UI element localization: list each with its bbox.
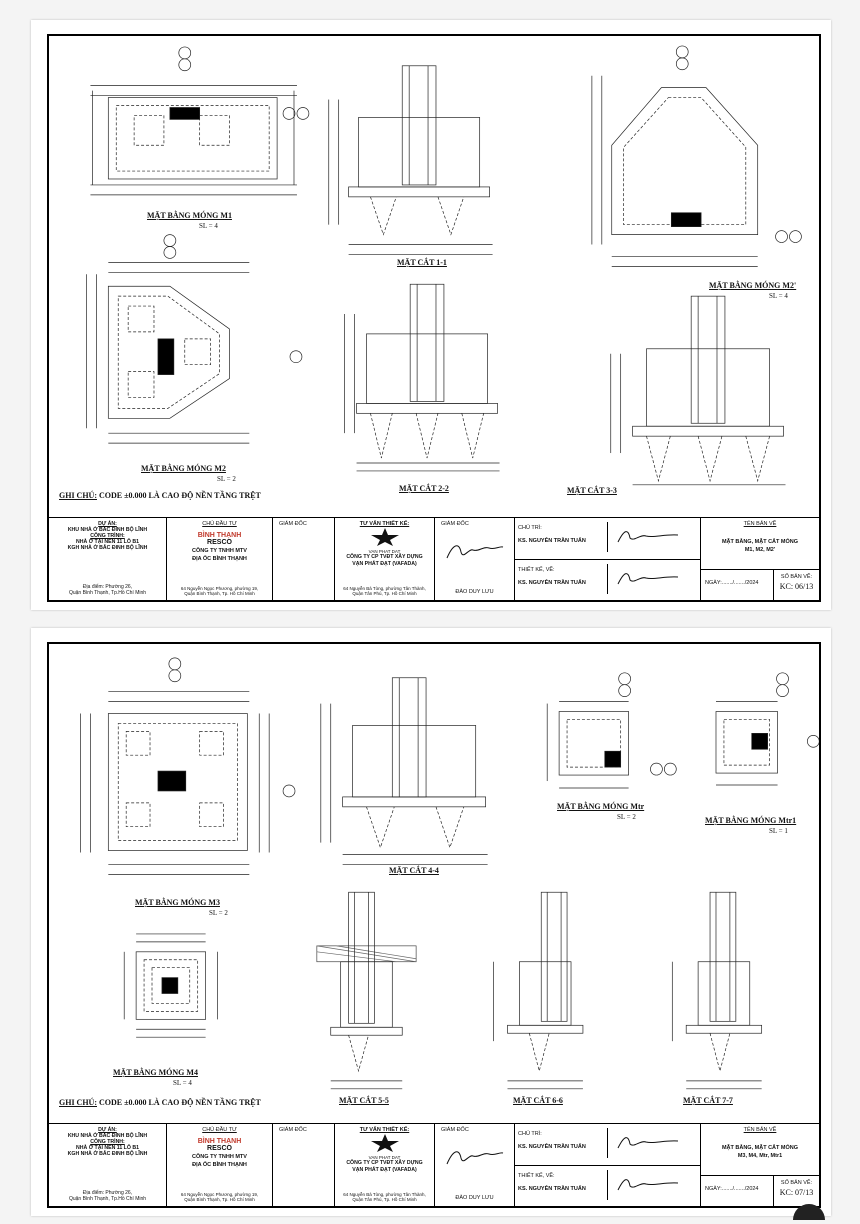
owner-label: CHỦ ĐẦU TƯ xyxy=(202,1127,237,1133)
consultant-line-2: VẠN PHÁT ĐẠT (VAFADA) xyxy=(352,561,417,567)
designer-row xyxy=(515,1165,700,1207)
consultant-label: TƯ VẤN THIẾT KẾ: xyxy=(359,521,410,527)
drawing-name-label: TÊN BẢN VẼ xyxy=(743,1127,777,1133)
owner-line-2: ĐỊA ỐC BÌNH THẠNH xyxy=(192,556,247,562)
title-block-drawing xyxy=(701,518,819,600)
sheet-1-drawings xyxy=(49,36,819,600)
plan-mtr1-title: MẶT BẰNG MÓNG Mtr1 xyxy=(705,816,797,825)
work-label: CÔNG TRÌNH: xyxy=(90,1139,125,1145)
plan-m2-title: MẶT BẰNG MÓNG M2 xyxy=(141,464,226,473)
designer-signature xyxy=(607,564,698,594)
general-note-label: GHI CHÚ: xyxy=(59,1098,97,1107)
drawing-name-label: TÊN BẢN VẼ xyxy=(743,521,777,527)
consultant-addr-1: 64 Nguyễn Bá Tòng, phường Tân Thành, xyxy=(343,1192,426,1197)
sheet-number-box xyxy=(773,570,819,600)
plan-m3 xyxy=(81,658,295,874)
owner-logo xyxy=(189,1138,251,1152)
designer-name: KS. NGUYỄN TRẦN TUẤN xyxy=(518,580,586,586)
owner-addr-1: 64 Nguyễn Ngọc Phương, phường 19, xyxy=(180,586,259,591)
sheet-frame xyxy=(47,34,821,602)
section-3-3-title: MẶT CẮT 3-3 xyxy=(567,486,617,495)
title-block-director xyxy=(273,1124,335,1206)
chief-signature xyxy=(607,522,698,552)
drawing-name xyxy=(701,538,819,554)
general-note xyxy=(59,491,261,500)
owner-addr-1: 64 Nguyễn Ngọc Phương, phường 19, xyxy=(180,1192,259,1197)
director-label: GIÁM ĐỐC xyxy=(279,521,307,527)
title-block-owner xyxy=(167,1124,273,1206)
logo-line-2: RESCO xyxy=(207,539,232,546)
drawing-sheet-2 xyxy=(31,628,831,1216)
consultant-brand: VAN PHAT DAT xyxy=(368,1155,401,1160)
consultant-addr-2: Quận Tân Phú, Tp. Hồ Chí Minh xyxy=(352,1197,417,1202)
drawing-meta xyxy=(701,1175,819,1206)
drawing-date: NGÀY:......./......./2024 xyxy=(705,580,759,586)
drawing-name xyxy=(701,1144,819,1160)
title-block-consultant xyxy=(335,1124,435,1206)
sheet-number-label: SỐ BẢN VẼ: xyxy=(780,574,813,580)
plan-m2-prime xyxy=(592,46,802,266)
chief-label: CHỦ TRÌ: xyxy=(518,525,542,531)
consultant-label: TƯ VẤN THIẾT KẾ: xyxy=(359,1127,410,1133)
chief-name: KS. NGUYỄN TRẦN TUẤN xyxy=(518,538,586,544)
section-4-4-title: MẶT CẮT 4-4 xyxy=(389,866,439,875)
section-2-2-title: MẶT CẮT 2-2 xyxy=(399,484,449,493)
owner-line-1: CÔNG TY TNHH MTV xyxy=(192,1154,247,1160)
title-block xyxy=(49,517,819,600)
section-2-2 xyxy=(345,284,500,471)
section-3-3 xyxy=(611,296,786,485)
drawing-name-line-2: M3, M4, Mtr, Mtr1 xyxy=(737,1153,783,1159)
drawing-sheet-1 xyxy=(31,20,831,610)
consultant-address xyxy=(335,586,434,596)
plan-m3-title: MẶT BẰNG MÓNG M3 xyxy=(135,898,220,907)
work-line-2: KGH NHÀ Ở BẮC ĐINH BỘ LĨNH xyxy=(67,1151,148,1157)
director-2-name: ĐÀO DUY LƯU xyxy=(455,589,494,595)
work-line-2: KGH NHÀ Ở BẮC ĐINH BỘ LĨNH xyxy=(67,545,148,551)
section-6-6-title: MẶT CẮT 6-6 xyxy=(513,1096,563,1105)
location-line-1: Địa điểm: Phường 26, xyxy=(82,584,133,590)
consultant-addr-2: Quận Tân Phú, Tp. Hồ Chí Minh xyxy=(352,591,417,596)
chief-signature xyxy=(607,1128,698,1158)
consultant-line-2: VẠN PHÁT ĐẠT (VAFADA) xyxy=(352,1167,417,1173)
location-line-1: Địa điểm: Phường 26, xyxy=(82,1190,133,1196)
owner-addr-2: Quận Bình Thạnh, Tp. Hồ Chí Minh xyxy=(184,1197,255,1202)
location-line-2: Quận Bình Thạnh, Tp.Hồ Chí Minh xyxy=(68,590,147,596)
drawing-name-line-1: MẶT BẰNG, MẶT CẮT MÓNG xyxy=(721,1145,799,1151)
designer-row xyxy=(515,559,700,601)
sheet-frame xyxy=(47,642,821,1208)
drawing-date: NGÀY:......./......./2024 xyxy=(705,1186,759,1192)
plan-mtr xyxy=(547,673,676,788)
title-block-engineers xyxy=(515,518,701,600)
section-1-1 xyxy=(329,66,493,255)
consultant-line-1: CÔNG TY CP TVĐT XÂY DỰNG xyxy=(346,554,423,560)
owner-label: CHỦ ĐẦU TƯ xyxy=(202,521,237,527)
logo-line-1: BÌNH THẠNH xyxy=(197,1138,242,1145)
drawing-name-line-1: MẶT BẰNG, MẶT CẮT MÓNG xyxy=(721,539,799,545)
plan-m1-quantity: SL = 4 xyxy=(199,222,218,230)
title-block-project xyxy=(49,518,167,600)
title-block-drawing xyxy=(701,1124,819,1206)
plan-m2-prime-quantity: SL = 4 xyxy=(769,292,788,300)
designer-label: THIẾT KẾ, VẼ: xyxy=(518,567,555,573)
title-block-director-2 xyxy=(435,518,515,600)
director-2-label: GIÁM ĐỐC xyxy=(441,1127,469,1133)
owner-address xyxy=(167,1192,272,1202)
sheet-2-drawings xyxy=(49,644,819,1206)
designer-label: THIẾT KẾ, VẼ: xyxy=(518,1173,555,1179)
title-block-owner xyxy=(167,518,273,600)
plan-m2-quantity: SL = 2 xyxy=(217,475,236,483)
plan-m1-title: MẶT BẰNG MÓNG M1 xyxy=(147,211,232,220)
chief-name: KS. NGUYỄN TRẦN TUẤN xyxy=(518,1144,586,1150)
plan-m4 xyxy=(124,934,217,1037)
consultant-brand: VAN PHAT DAT xyxy=(368,549,401,554)
title-block-consultant xyxy=(335,518,435,600)
plan-m2 xyxy=(86,235,301,444)
owner-address xyxy=(167,586,272,596)
title-block-director xyxy=(273,518,335,600)
consultant-line-1: CÔNG TY CP TVĐT XÂY DỰNG xyxy=(346,1160,423,1166)
consultant-addr-1: 64 Nguyễn Bá Tòng, phường Tân Thành, xyxy=(343,586,426,591)
location-line-2: Quận Bình Thạnh, Tp.Hồ Chí Minh xyxy=(68,1196,147,1202)
section-7-7-title: MẶT CẮT 7-7 xyxy=(683,1096,733,1105)
title-block-project xyxy=(49,1124,167,1206)
sheet-number-label: SỐ BẢN VẼ: xyxy=(780,1180,813,1186)
plan-m4-quantity: SL = 4 xyxy=(173,1079,192,1087)
drawing-name-line-2: M1, M2, M2' xyxy=(744,547,776,553)
project-location xyxy=(49,1190,166,1202)
plan-m4-title: MẶT BẰNG MÓNG M4 xyxy=(113,1068,198,1077)
consultant-star-logo-icon xyxy=(370,1133,400,1153)
project-location xyxy=(49,584,166,596)
project-label: DỰ ÁN: xyxy=(98,521,117,527)
project-name: KHU NHÀ Ở BẮC ĐINH BỘ LĨNH xyxy=(67,1133,148,1139)
director-2-name: ĐÀO DUY LƯU xyxy=(455,1195,494,1201)
plan-mtr-quantity: SL = 2 xyxy=(617,813,636,821)
plan-mtr1 xyxy=(716,673,819,785)
plan-mtr-title: MẶT BẰNG MÓNG Mtr xyxy=(557,802,645,811)
section-5-5-title: MẶT CẮT 5-5 xyxy=(339,1096,389,1105)
director-label: GIÁM ĐỐC xyxy=(279,1127,307,1133)
project-label: DỰ ÁN: xyxy=(98,1127,117,1133)
general-note-text: CODE ±0.000 LÀ CAO ĐỘ NỀN TẦNG TRỆT xyxy=(99,1098,261,1107)
chief-label: CHỦ TRÌ: xyxy=(518,1131,542,1137)
consultant-address xyxy=(335,1192,434,1202)
plan-m3-quantity: SL = 2 xyxy=(209,909,228,917)
title-block-engineers xyxy=(515,1124,701,1206)
owner-line-1: CÔNG TY TNHH MTV xyxy=(192,548,247,554)
sheet-number: KC: 06/13 xyxy=(779,582,814,591)
section-5-5 xyxy=(317,892,416,1089)
title-block-director-2 xyxy=(435,1124,515,1206)
plan-m1 xyxy=(90,47,308,195)
drawing-meta xyxy=(701,569,819,600)
general-note-label: GHI CHÚ: xyxy=(59,491,97,500)
designer-signature xyxy=(607,1170,698,1200)
chief-row xyxy=(515,518,700,559)
director-2-label: GIÁM ĐỐC xyxy=(441,521,469,527)
work-label: CÔNG TRÌNH: xyxy=(90,533,125,539)
logo-line-2: RESCO xyxy=(207,1145,232,1152)
sheet-number-box xyxy=(773,1176,819,1206)
owner-addr-2: Quận Bình Thạnh, Tp. Hồ Chí Minh xyxy=(184,591,255,596)
plan-mtr1-quantity: SL = 1 xyxy=(769,827,788,835)
owner-logo xyxy=(189,532,251,546)
work-line-1: NHÀ Ở TẠI NỀN 11 LÔ B1 xyxy=(76,539,139,545)
general-note xyxy=(59,1098,261,1107)
general-note-text: CODE ±0.000 LÀ CAO ĐỘ NỀN TẦNG TRỆT xyxy=(99,491,261,500)
consultant-star-logo-icon xyxy=(370,527,400,547)
section-7-7 xyxy=(672,892,761,1089)
section-1-1-title: MẶT CẮT 1-1 xyxy=(397,258,447,267)
section-6-6 xyxy=(494,892,583,1089)
logo-line-1: BÌNH THẠNH xyxy=(197,532,242,539)
project-name: KHU NHÀ Ở BẮC ĐINH BỘ LĨNH xyxy=(67,527,148,533)
plan-m2-prime-title: MẶT BẰNG MÓNG M2' xyxy=(709,281,797,290)
director-signature xyxy=(443,538,507,564)
chief-row xyxy=(515,1124,700,1165)
section-4-4 xyxy=(321,678,488,865)
director-signature xyxy=(443,1144,507,1170)
work-line-1: NHÀ Ở TẠI NỀN 11 LÔ B1 xyxy=(76,1145,139,1151)
sheet-number: KC: 07/13 xyxy=(779,1188,814,1197)
title-block xyxy=(49,1123,819,1206)
designer-name: KS. NGUYỄN TRẦN TUẤN xyxy=(518,1186,586,1192)
owner-line-2: ĐỊA ỐC BÌNH THẠNH xyxy=(192,1162,247,1168)
